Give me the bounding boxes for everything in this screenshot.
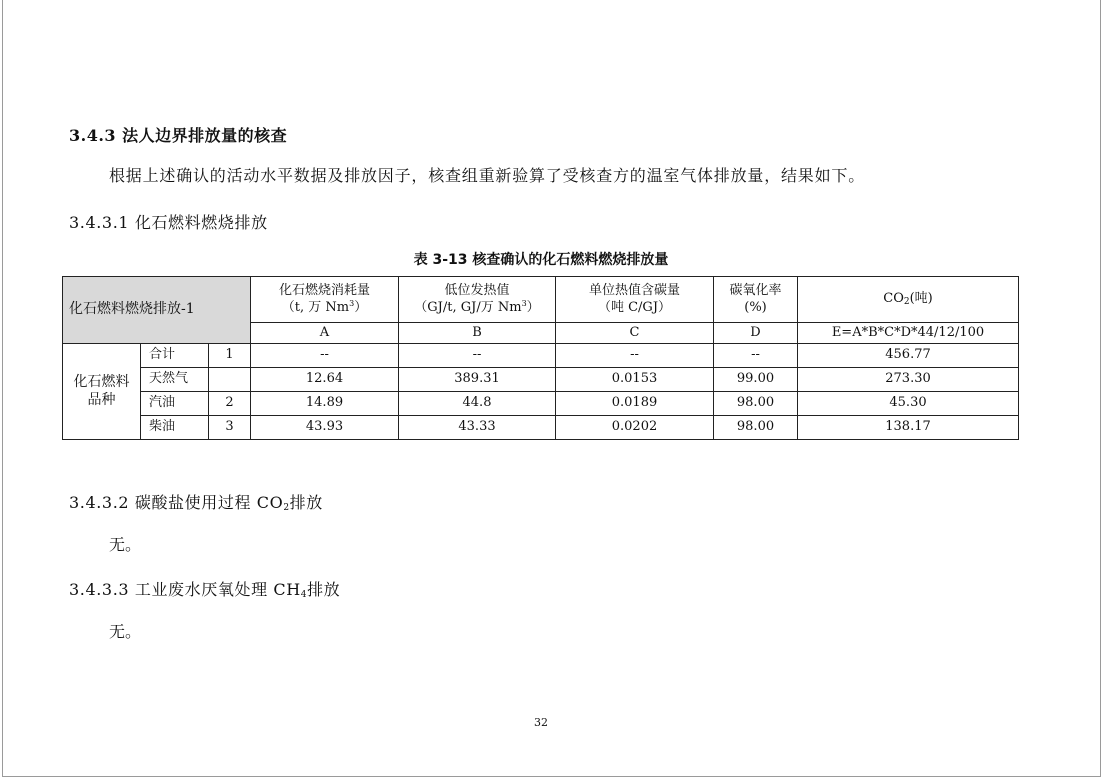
page-number: 32 (534, 716, 548, 729)
row-group-label (63, 344, 141, 440)
header-d-title: 碳氧化率 (729, 283, 782, 299)
row-group-label-line2: 品种 (87, 391, 116, 408)
section-heading-3-4-3-1: 3.4.3.1 化石燃料燃烧排放 (69, 213, 268, 232)
letter-e-formula: E=A*B*C*D*44/12/100 (798, 323, 1019, 344)
cell-e: 138.17 (798, 416, 1019, 440)
header-c-unit: （吨 C/GJ） (597, 299, 672, 315)
header-e-co: CO (883, 290, 904, 306)
none-text-2: 无。 (109, 622, 142, 641)
cell-a: -- (251, 344, 399, 368)
table-row (63, 416, 1019, 440)
header-a-end: ） (354, 300, 368, 315)
header-b-end: ） (526, 300, 540, 315)
header-d-unit: (%) (744, 299, 767, 315)
heading-3433-text: 3.4.3.3 工业废水厌氧处理 CH (69, 580, 301, 599)
cell-c: 0.0153 (556, 368, 714, 392)
header-b (399, 277, 556, 323)
cell-a: 12.64 (251, 368, 399, 392)
header-c-title: 单位热值含碳量 (588, 283, 680, 299)
document-page (2, 0, 1101, 777)
section-heading-3-4-3-3 (69, 577, 340, 600)
cell-e: 456.77 (798, 344, 1019, 368)
table-row (63, 392, 1019, 416)
cell-c: 0.0202 (556, 416, 714, 440)
row-no: 3 (209, 416, 251, 440)
row-name: 合计 (141, 344, 209, 368)
header-c (556, 277, 714, 323)
emissions-table (62, 276, 1019, 440)
cell-d: 99.00 (714, 368, 798, 392)
header-b-sup: 3 (521, 299, 527, 308)
letter-b: B (399, 323, 556, 344)
table-row (63, 368, 1019, 392)
table-corner-label: 化石燃料燃烧排放-1 (63, 277, 251, 344)
header-a-title: 化石燃烧消耗量 (278, 282, 370, 298)
heading-3432-text: 3.4.3.2 碳酸盐使用过程 CO (69, 493, 284, 512)
cell-d: -- (714, 344, 798, 368)
heading-3433-sub: 4 (300, 590, 308, 600)
cell-e: 273.30 (798, 368, 1019, 392)
letter-c: C (556, 323, 714, 344)
cell-b: 44.8 (399, 392, 556, 416)
cell-d: 98.00 (714, 392, 798, 416)
header-b-title: 低位发热值 (444, 282, 510, 298)
cell-a: 14.89 (251, 392, 399, 416)
cell-e: 45.30 (798, 392, 1019, 416)
section-heading-3-4-3-2 (69, 490, 323, 513)
header-e (798, 277, 1019, 323)
letter-d: D (714, 323, 798, 344)
row-name: 柴油 (141, 416, 209, 440)
cell-a: 43.93 (251, 416, 399, 440)
header-b-unit: （GJ/t, GJ/万 Nm (414, 300, 522, 315)
heading-3433-post: 排放 (307, 580, 341, 599)
row-no (209, 368, 251, 392)
header-a-sup: 3 (349, 299, 355, 308)
letter-a: A (251, 323, 399, 344)
row-no: 2 (209, 392, 251, 416)
heading-3432-post: 排放 (289, 493, 323, 512)
cell-d: 98.00 (714, 416, 798, 440)
cell-c: 0.0189 (556, 392, 714, 416)
table-row (63, 344, 1019, 368)
row-name: 汽油 (141, 392, 209, 416)
section-heading-3-4-3: 3.4.3 法人边界排放量的核查 (69, 126, 288, 145)
cell-b: -- (399, 344, 556, 368)
header-e-unit: (吨) (909, 290, 933, 306)
header-a (251, 277, 399, 323)
table-caption: 表 3-13 核查确认的化石燃料燃烧排放量 (413, 252, 669, 268)
header-a-unit: （t, 万 Nm (281, 300, 350, 315)
row-no: 1 (209, 344, 251, 368)
header-e-sub: 2 (903, 296, 910, 307)
cell-c: -- (556, 344, 714, 368)
row-group-label-line1: 化石燃料 (73, 374, 130, 390)
header-d (714, 277, 798, 323)
intro-paragraph: 根据上述确认的活动水平数据及排放因子，核查组重新验算了受核查方的温室气体排放量，结果如下。 (109, 166, 866, 185)
none-text-1: 无。 (109, 535, 142, 554)
cell-b: 389.31 (399, 368, 556, 392)
row-name: 天然气 (141, 368, 209, 392)
cell-b: 43.33 (399, 416, 556, 440)
heading-3432-sub: 2 (283, 503, 290, 513)
